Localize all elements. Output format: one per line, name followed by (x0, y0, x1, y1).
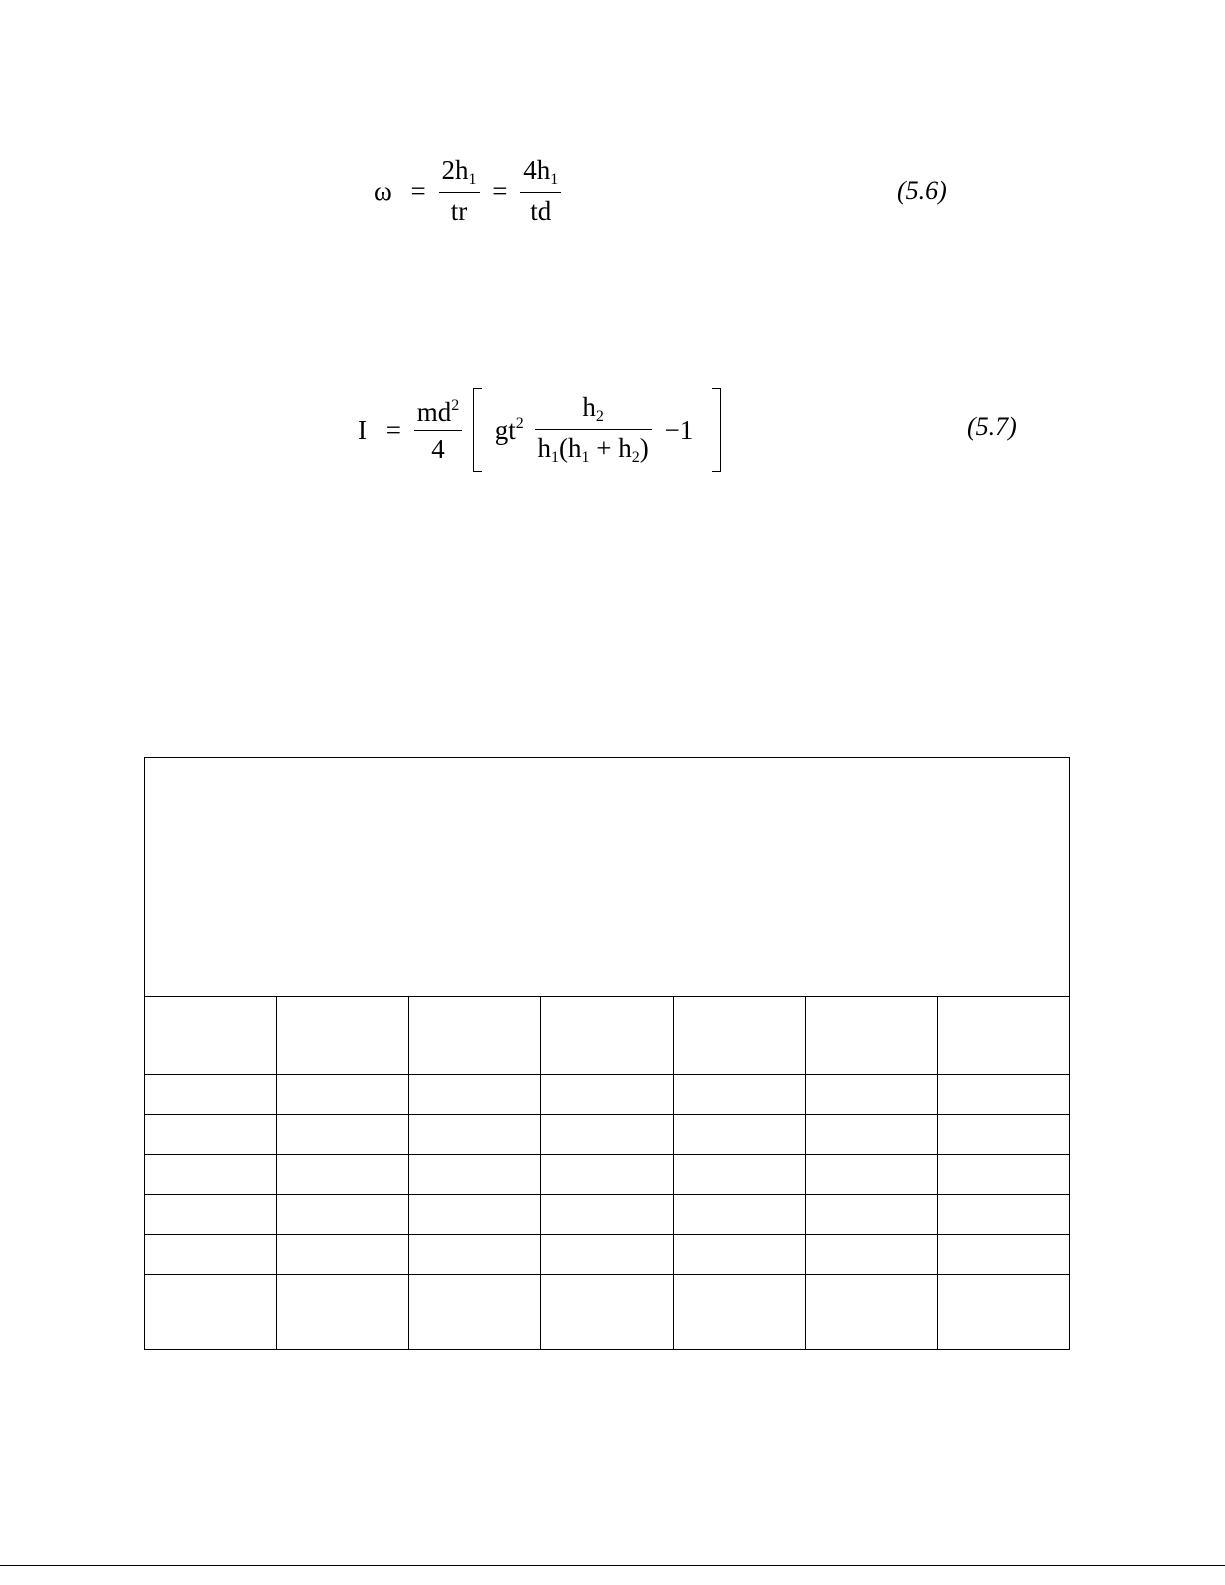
numerator: $4h_1$ (520, 157, 561, 193)
table-cell (937, 1075, 1069, 1115)
table-cell (541, 1075, 673, 1115)
right-bracket (712, 388, 721, 472)
table-cell (541, 1155, 673, 1195)
table-cell (673, 1275, 805, 1350)
fraction (439, 157, 480, 225)
table-cell (805, 1275, 937, 1350)
eq-equals: = (492, 175, 508, 206)
table-cell (673, 1155, 805, 1195)
table-cell (541, 1195, 673, 1235)
table-row (145, 1115, 1070, 1155)
denominator: td (530, 196, 552, 226)
table-header-row (145, 997, 1070, 1075)
table-cell (937, 1115, 1069, 1155)
eq-equals: = (385, 414, 401, 445)
table-cell (673, 1075, 805, 1115)
table-cell (145, 1115, 277, 1155)
table-cell (145, 1275, 277, 1350)
denominator: $h_1(h_1 + h_2)$ (537, 433, 649, 466)
table-cell (541, 1115, 673, 1155)
table-row (145, 1075, 1070, 1115)
header-cell (409, 997, 541, 1075)
table-cell (937, 1235, 1069, 1275)
table-cell (541, 1235, 673, 1275)
table-row (145, 1235, 1070, 1275)
equation-moment-of-inertia (352, 388, 721, 472)
table-cell (409, 1195, 541, 1235)
table-caption-cell (145, 758, 1070, 997)
table-cell (145, 1195, 277, 1235)
denominator: 4 (431, 433, 445, 464)
table-cell (277, 1195, 409, 1235)
equation-number: (5.6) (897, 176, 947, 205)
table-row (145, 1275, 1070, 1350)
data-table (144, 757, 1070, 1350)
header-cell (277, 997, 409, 1075)
table-cell (277, 1235, 409, 1275)
table-cell (673, 1195, 805, 1235)
minus-one: −1 (664, 414, 694, 445)
table-cell (409, 1075, 541, 1115)
table-cell (277, 1075, 409, 1115)
header-cell (541, 997, 673, 1075)
table-cell (277, 1275, 409, 1350)
denominator: tr (450, 196, 468, 226)
table-cell (805, 1155, 937, 1195)
table-cell (145, 1235, 277, 1275)
table-cell (937, 1155, 1069, 1195)
numerator: $h_2$ (535, 394, 652, 430)
table-cell (409, 1235, 541, 1275)
table-cell (277, 1155, 409, 1195)
table-cell (277, 1115, 409, 1155)
header-cell (937, 997, 1069, 1075)
table-cell (937, 1275, 1069, 1350)
table-cell (145, 1075, 277, 1115)
table-cell (805, 1115, 937, 1155)
table-cell (805, 1195, 937, 1235)
header-cell (805, 997, 937, 1075)
table-cell (805, 1235, 937, 1275)
eq-lhs: I (358, 414, 367, 445)
table-cell (145, 1155, 277, 1195)
table-cell (673, 1115, 805, 1155)
left-bracket (473, 388, 482, 472)
equation-number: (5.7) (967, 412, 1017, 441)
footer-divider (0, 1565, 1225, 1566)
numerator: $2h_1$ (439, 157, 480, 193)
table-caption-row (145, 758, 1070, 997)
numerator: $md^2$ (414, 398, 463, 431)
table-cell (805, 1075, 937, 1115)
header-cell (145, 997, 277, 1075)
table-cell (937, 1195, 1069, 1235)
fraction (535, 394, 652, 466)
table-row (145, 1155, 1070, 1195)
eq-lhs: ω (374, 175, 392, 206)
fraction (414, 398, 463, 463)
table-cell (673, 1235, 805, 1275)
gt-term: $gt^2$ (494, 415, 524, 445)
header-cell (673, 997, 805, 1075)
table-cell (541, 1275, 673, 1350)
eq-equals: = (410, 175, 426, 206)
table-cell (409, 1115, 541, 1155)
table-row (145, 1195, 1070, 1235)
table-cell (409, 1275, 541, 1350)
fraction (520, 157, 561, 225)
equation-omega (368, 157, 561, 225)
table-cell (409, 1155, 541, 1195)
